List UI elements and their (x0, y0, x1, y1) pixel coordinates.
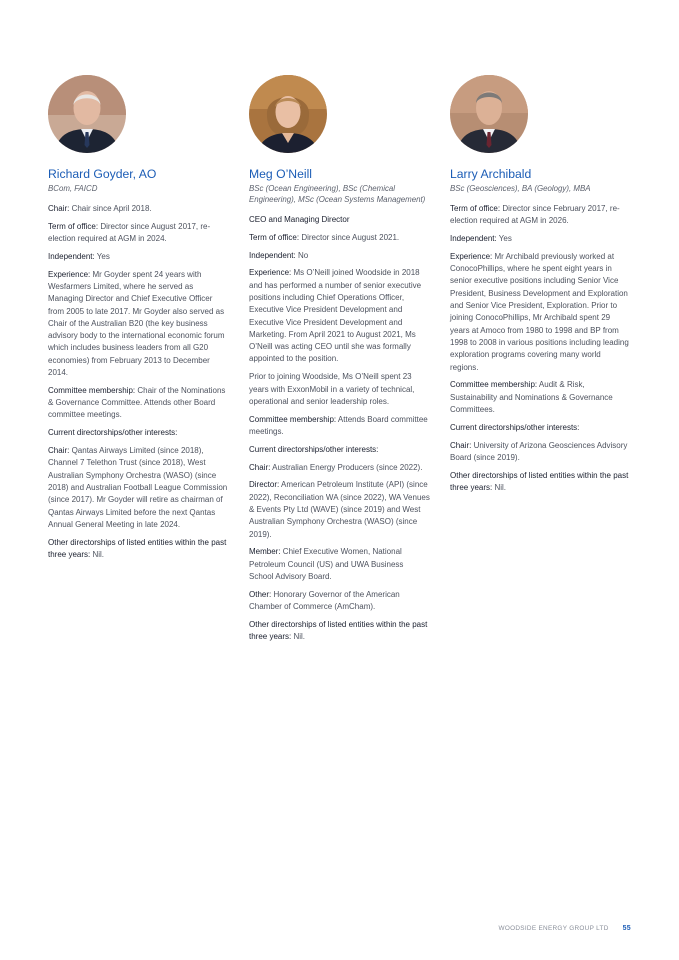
experience-paragraph: Experience: Mr Goyder spent 24 years with Wesfarmers Limited, where he served as Managing Director and Chief Executive Officer from 2005 to late 2017. Mr Goyder also served as Chair of the Australian B20 (the key business advisory body to the international economic forum which includes business leaders from all G20 economies) from February 2013 to December 2014. (48, 269, 225, 378)
independent-paragraph: Independent: Yes (48, 251, 110, 261)
director-qualifications: BSc (Ocean Engineering), BSc (Chemical Engineering), MSc (Ocean Systems Management) (249, 184, 426, 204)
prior-experience-paragraph: Prior to joining Woodside, Ms O’Neill spent 23 years with ExxonMobil in a variety of technical, operational and senior leadership roles. (249, 372, 415, 406)
experience-paragraph: Experience: Ms O’Neill joined Woodside in 2018 and has performed a number of senior executive positions including Chief Operations Officer, Executive Vice President Development and Executive Vice President Development and Marketing. From April 2021 to August 2021, Ms O’Neill was acting CEO until she was formally appointed to the position. (249, 268, 422, 364)
committee-membership-paragraph: Committee membership: Chair of the Nominations & Governance Committee. Attends other Board committee meetings. (48, 385, 226, 420)
listed-entities-paragraph: Other directorships of listed entities within the past three years: Nil. (48, 537, 227, 559)
member-roles-paragraph: Member: Chief Executive Women, National Petroleum Council (US) and UWA Business School Advisory Board. (249, 547, 404, 581)
page-number: 55 (622, 925, 631, 932)
footer-organisation: WOODSIDE ENERGY GROUP LTD (498, 925, 609, 932)
director-profile-oneill (249, 75, 430, 649)
director-name: Richard Goyder, AO (48, 167, 157, 181)
committee-membership-paragraph: Committee membership: Attends Board committee meetings. (249, 414, 428, 436)
other-roles-paragraph: Other: Honorary Governor of the American Chamber of Commerce (AmCham). (249, 589, 400, 612)
term-of-office-paragraph: Term of office: Director since August 2017, re-election required at AGM in 2024. (48, 221, 211, 244)
independent-paragraph: Independent: No (249, 250, 309, 260)
chair-roles-paragraph: Chair: University of Arizona Geosciences Advisory Board (since 2019). (450, 440, 628, 462)
chair-roles-paragraph: Chair: Australian Energy Producers (since 2022). (249, 462, 423, 472)
portrait-older-man-icon (48, 75, 126, 153)
experience-paragraph: Experience: Mr Archibald previously worked at ConocoPhillips, where he spent eight years in senior executive positions including Senior Vice President, Business Development and Exploration and Senior Vice President, Exploration. Prior to joining ConocoPhillips, Mr Archibald spent 29 years at Amoco from 1980 to 1998 and BP from 1998 to 2008 in various positions including leading exploration programs covering many world regions. (450, 251, 629, 372)
listed-entities-paragraph: Other directorships of listed entities within the past three years: Nil. (249, 619, 428, 642)
current-directorships-heading: Current directorships/other interests: (249, 444, 379, 454)
portrait-woman-icon (249, 75, 327, 153)
chair-roles-paragraph: Chair: Qantas Airways Limited (since 2018), Channel 7 Telethon Trust (since 2018), West Australian Symphony Orchestra (WASO) (since 2018) and Australian Football League Commission (since 2017). Mr Goyder will retire as chairman of Qantas Airways Limited before the next Qantas Annual General Meeting in late 2024. (48, 446, 228, 529)
term-of-office-paragraph: Term of office: Director since February 2017, re-election required at AGM in 2026. (450, 204, 620, 226)
listed-entities-paragraph: Other directorships of listed entities within the past three years: Nil. (450, 470, 629, 492)
current-directorships-heading: Current directorships/other interests: (48, 428, 178, 438)
current-directorships-heading: Current directorships/other interests: (450, 422, 580, 432)
chair-paragraph: Chair: Chair since April 2018. (48, 204, 152, 213)
director-name: Meg O’Neill (249, 167, 312, 181)
committee-membership-paragraph: Committee membership: Audit & Risk, Sustainability and Nominations & Governance Committees. (450, 380, 613, 414)
role-heading: CEO and Managing Director (249, 215, 350, 224)
director-qualifications: BSc (Geosciences), BA (Geology), MBA (450, 184, 591, 193)
director-roles-paragraph: Director: American Petroleum Institute (API) (since 2022), Reconciliation WA (since 2022), WA Venues & Events Pty Ltd (WAVE) (since 2019) and West Australian Symphony Orchestra (WASO) (since 2019). (249, 480, 430, 539)
page-footer (498, 925, 631, 932)
director-name: Larry Archibald (450, 167, 532, 181)
term-of-office-paragraph: Term of office: Director since August 2021. (249, 232, 400, 242)
independent-paragraph: Independent: Yes (450, 234, 512, 244)
director-profile-archibald (450, 75, 631, 500)
portrait-man-icon (450, 75, 528, 153)
director-profile-goyder (48, 75, 229, 567)
director-qualifications: BCom, FAICD (48, 184, 98, 193)
